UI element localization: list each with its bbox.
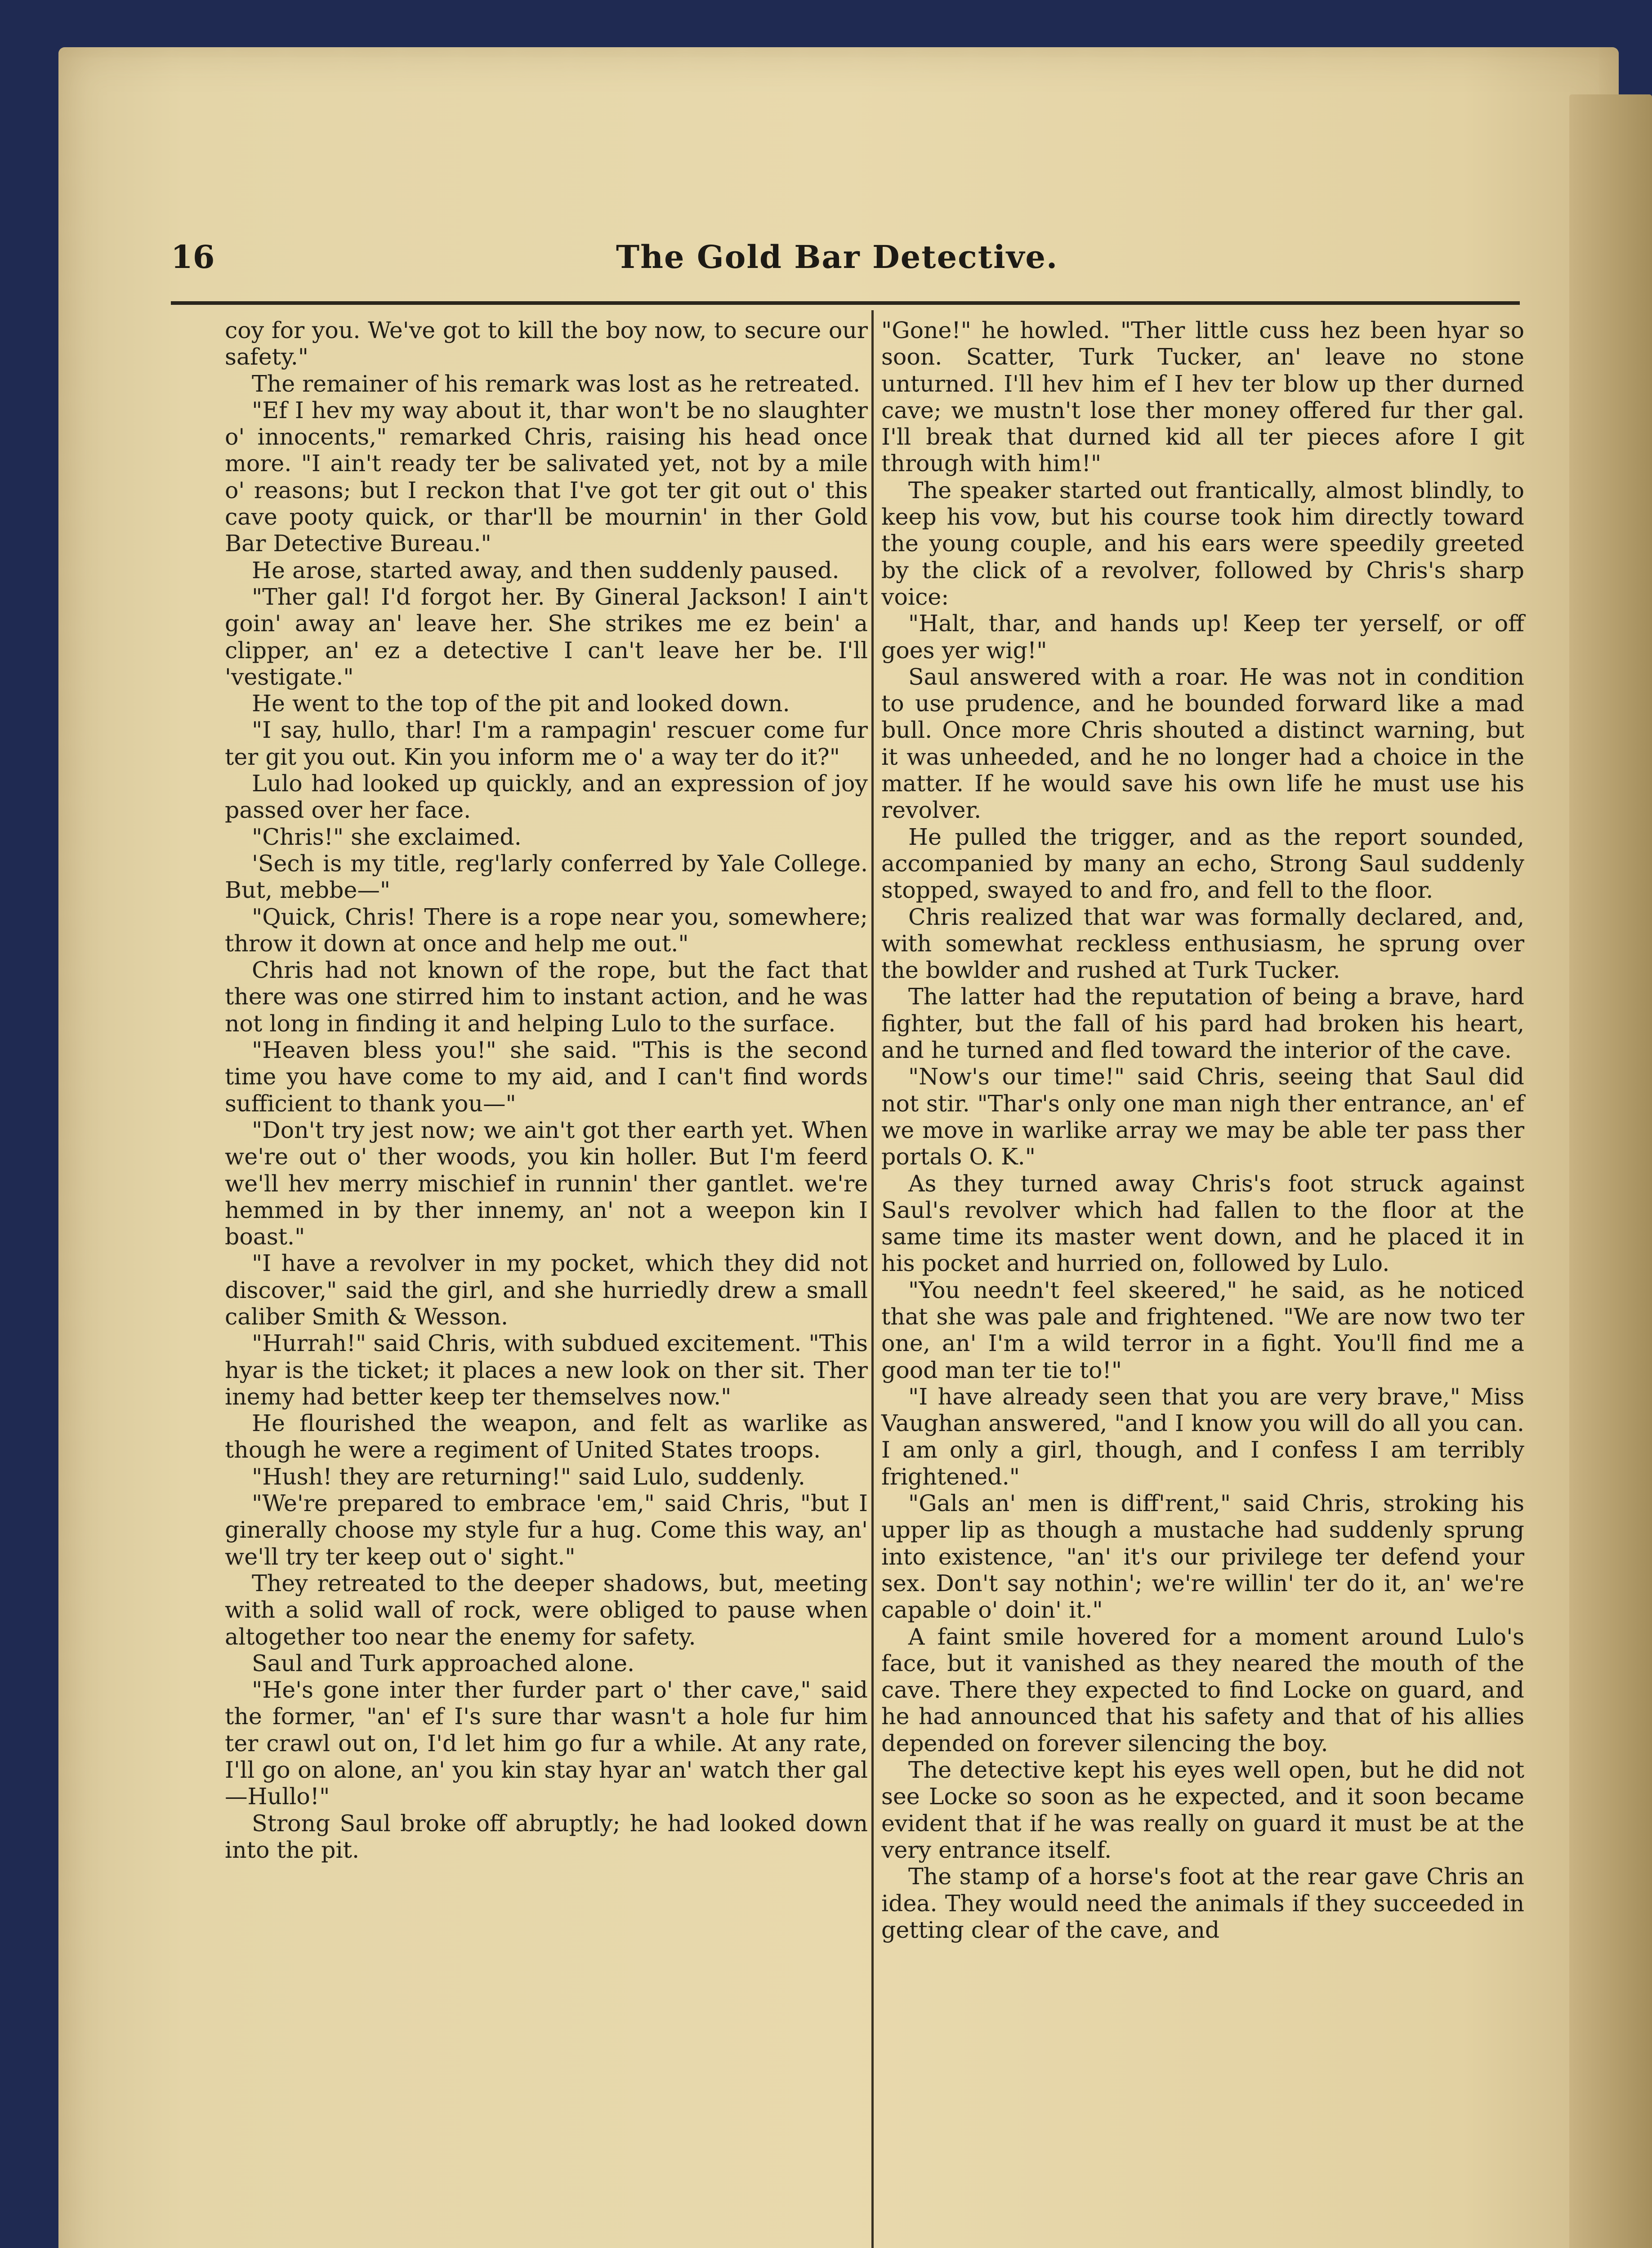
paragraph: "Ther gal! I'd forgot her. By Gineral Jackson! I ain't goin' away an' leave her. She strikes me ez bein' a clipper, an' ez a detective I can't leave her be. I'll 'vestigate." — [225, 583, 868, 690]
paragraph: 'Sech is my title, reg'larly conferred by Yale College. But, mebbe—" — [225, 850, 868, 904]
paragraph: The remainer of his remark was lost as he retreated. — [252, 370, 861, 397]
paragraph: "I have already seen that you are very brave," Miss Vaughan answered, "and I know you will do all you can. I am only a girl, though, and I confess I am terribly frightened." — [881, 1383, 1524, 1490]
left-column — [225, 317, 868, 1863]
paragraph: "Gals an' men is diff'rent," said Chris, stroking his upper lip as though a mustache had suddenly sprung into existence, "an' it's our privilege ter defend your sex. Don't say nothin'; we're willin' ter do it, an' we're capable o' doin' it." — [881, 1490, 1524, 1624]
paragraph: He pulled the trigger, and as the report sounded, accompanied by many an echo, Strong Saul suddenly stopped, swayed to and fro, and fell to the floor. — [881, 823, 1524, 904]
header-rule — [171, 301, 1520, 305]
paragraph: "Now's our time!" said Chris, seeing that Saul did not stir. "Thar's only one man nigh ther entrance, an' ef we move in warlike array we may be able ter pass ther portals O. K." — [881, 1063, 1524, 1170]
paragraph: As they turned away Chris's foot struck against Saul's revolver which had fallen to the floor at the same time its master went down, and he placed it in his pocket and hurried on, followed by Lulo. — [881, 1170, 1524, 1277]
paragraph: He went to the top of the pit and looked down. — [252, 690, 790, 717]
paragraph: The speaker started out frantically, almost blindly, to keep his vow, but his course took him directly toward the young couple, and his ears were speedily greeted by the click of a revolver, followed by Chris's sharp voice: — [881, 477, 1524, 610]
paragraph: "We're prepared to embrace 'em," said Chris, "but I ginerally choose my style fur a hug. Come this way, an' we'll try ter keep out o' sight." — [225, 1490, 868, 1570]
paragraph: "Halt, thar, and hands up! Keep ter yerself, or off goes yer wig!" — [881, 610, 1524, 664]
column-divider — [871, 310, 874, 2248]
paragraph: The stamp of a horse's foot at the rear gave Chris an idea. They would need the animals if they succeeded in getting clear of the cave, and — [881, 1863, 1524, 1943]
paragraph: Strong Saul broke off abruptly; he had looked down into the pit. — [225, 1810, 868, 1863]
right-column — [881, 317, 1524, 1943]
paragraph: They retreated to the deeper shadows, but, meeting with a solid wall of rock, were obliged to pause when altogether too near the enemy for safety. — [225, 1570, 868, 1650]
paragraph: A faint smile hovered for a moment around Lulo's face, but it vanished as they neared the mouth of the cave. There they expected to find Locke on guard, and he had announced that his safety and that of his allies depended on forever silencing the boy. — [881, 1623, 1524, 1757]
paragraph: "I say, hullo, thar! I'm a rampagin' rescuer come fur ter git you out. Kin you inform me o' a way ter do it?" — [225, 717, 868, 770]
paragraph: "Gone!" he howled. "Ther little cuss hez been hyar so soon. Scatter, Turk Tucker, an' leave no stone unturned. I'll hev him ef I hev ter blow up ther durned cave; we mustn't lose ther money offered fur ther gal. I'll break that durned kid all ter pieces afore I git through with him!" — [881, 317, 1524, 477]
paragraph: Lulo had looked up quickly, and an expression of joy passed over her face. — [225, 770, 868, 824]
running-title: The Gold Bar Detective. — [616, 238, 1058, 276]
page-header — [171, 238, 1511, 292]
paragraph: "He's gone inter ther furder part o' ther cave," said the former, "an' ef I's sure thar wasn't a hole fur him ter crawl out on, I'd let him go fur a while. At any rate, I'll go on alone, an' you kin stay hyar an' watch ther gal —Hullo!" — [225, 1677, 868, 1810]
paragraph: The latter had the reputation of being a brave, hard fighter, but the fall of his pard had broken his heart, and he turned and fled toward the interior of the cave. — [881, 983, 1524, 1064]
paragraph: "Quick, Chris! There is a rope near you, somewhere; throw it down at once and help me out." — [225, 903, 868, 957]
paragraph: Saul and Turk approached alone. — [252, 1650, 635, 1677]
paragraph: "Ef I hev my way about it, thar won't be no slaughter o' innocents," remarked Chris, raising his head once more. "I ain't ready ter be salivated yet, not by a mile o' reasons; but I reckon that I've got ter git out o' this cave pooty quick, or thar'll be mournin' in ther Gold Bar Detective Bureau." — [225, 397, 868, 557]
paragraph: Chris had not known of the rope, but the fact that there was one stirred him to instant action, and he was not long in finding it and helping Lulo to the surface. — [225, 957, 868, 1037]
paragraph: "Hurrah!" said Chris, with subdued excitement. "This hyar is the ticket; it places a new look on ther sit. Ther inemy had better keep ter themselves now." — [225, 1330, 868, 1410]
paragraph: Saul answered with a roar. He was not in condition to use prudence, and he bounded forward like a mad bull. Once more Chris shouted a distinct warning, but it was unheeded, and he no longer had a choice in the matter. If he would save his own life he must use his revolver. — [881, 663, 1524, 824]
paragraph: He flourished the weapon, and felt as warlike as though he were a regiment of United States troops. — [225, 1410, 868, 1463]
paragraph: The detective kept his eyes well open, but he did not see Locke so soon as he expected, and it soon became evident that if he was really on guard it must be at the very entrance itself. — [881, 1757, 1524, 1863]
paragraph: "You needn't feel skeered," he said, as he noticed that she was pale and frightened. "We are now two ter one, an' I'm a wild terror in a fight. You'll find me a good man ter tie to!" — [881, 1276, 1524, 1383]
paragraph: "Don't try jest now; we ain't got ther earth yet. When we're out o' ther woods, you kin holler. But I'm feerd we'll hev merry mischief in runnin' ther gantlet. we're hemmed in by ther innemy, an' not a weepon kin I boast." — [225, 1116, 868, 1250]
paragraph: Chris realized that war was formally declared, and, with somewhat reckless enthusiasm, he sprung over the bowlder and rushed at Turk Tucker. — [881, 903, 1524, 984]
paragraph: "Hush! they are returning!" said Lulo, suddenly. — [252, 1463, 805, 1490]
page-number: 16 — [171, 238, 215, 276]
paragraph: "Heaven bless you!" she said. "This is the second time you have come to my aid, and I can't find words sufficient to thank you—" — [225, 1037, 868, 1117]
paragraph: "Chris!" she exclaimed. — [252, 823, 522, 850]
paragraph: coy for you. We've got to kill the boy now, to secure our safety." — [225, 317, 868, 370]
next-page-edge — [1569, 94, 1652, 2248]
paragraph: He arose, started away, and then suddenly paused. — [252, 557, 839, 584]
paragraph: "I have a revolver in my pocket, which they did not discover," said the girl, and she hurriedly drew a small caliber Smith & Wesson. — [225, 1250, 868, 1330]
